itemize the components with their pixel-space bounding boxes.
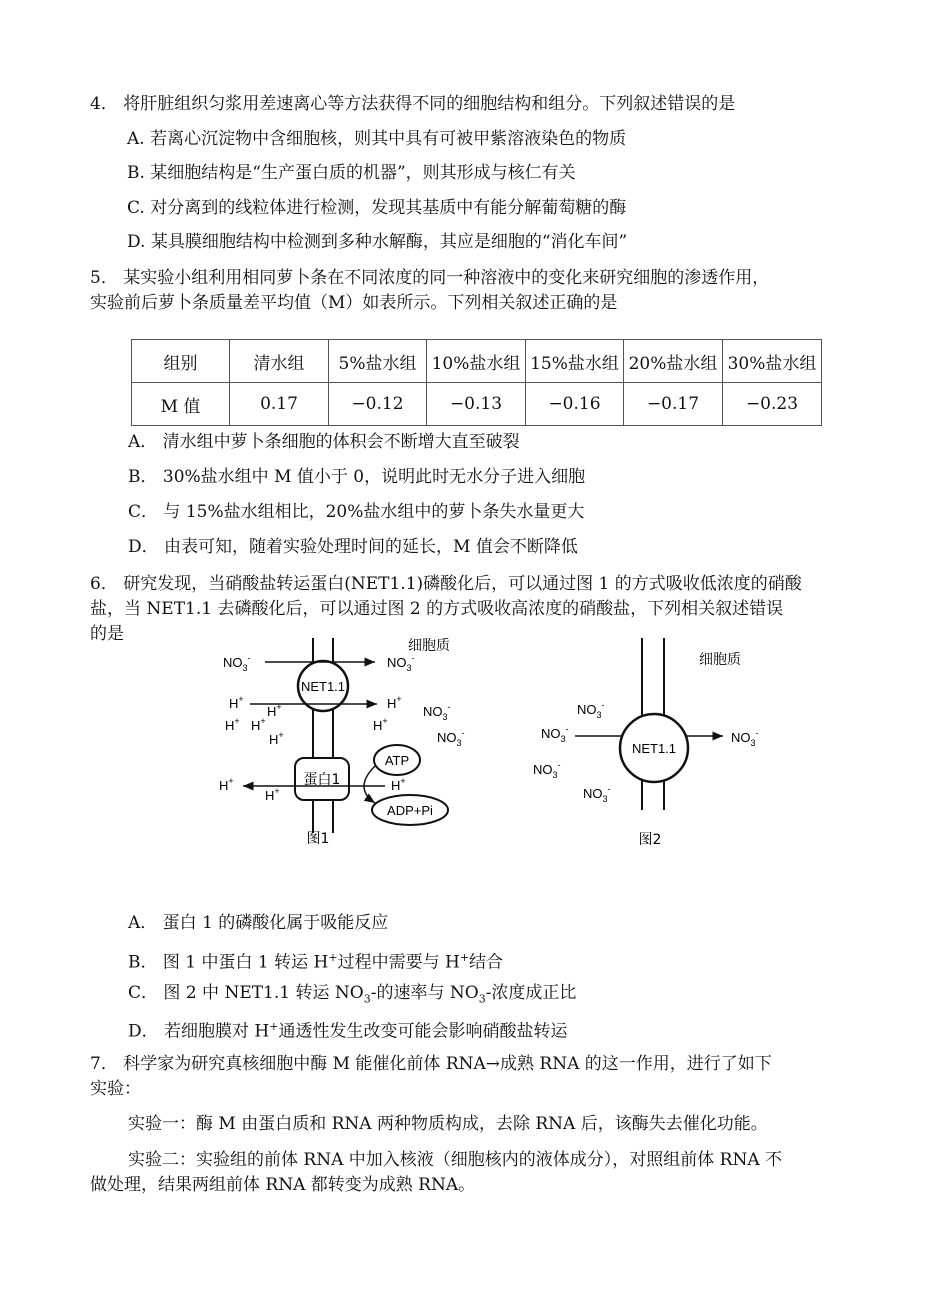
table-cell: M 值 [132,383,230,426]
h-ion-label: H+ [225,716,240,733]
q6-option-a: A． 蛋白 1 的磷酸化属于吸能反应 [128,913,389,933]
table-header-cell: 15%盐水组 [526,340,624,383]
h-ion-label: H+ [269,730,284,747]
net-label-2: NET1.1 [631,741,677,756]
no3-label: $NO_3^-$ [533,760,561,780]
no3-label: $NO_3^-$ [731,728,759,748]
q7-experiment-1: 实验一：酶 M 由蛋白质和 RNA 两种物质构成，去除 RNA 后，该酶失去催化功能。 [128,1114,768,1134]
q7-stem-line1: 7． 科学家为研究真核细胞中酶 M 能催化前体 RNA→成熟 RNA 的这一作用，进行了如下 [90,1054,772,1074]
q7-experiment-2-line2: 做处理，结果两组前体 RNA 都转变为成熟 RNA。 [90,1175,476,1195]
net-label-1: NET1.1 [300,679,346,694]
table-header-cell: 20%盐水组 [624,340,723,383]
q4-option-a: A. 若离心沉淀物中含细胞核，则其中具有可被甲紫溶液染色的物质 [127,129,627,149]
q6-stem-line2: 盐，当 NET1.1 去磷酸化后，可以通过图 2 的方式吸收高浓度的硝酸盐，下列相关叙述错误 [90,599,784,619]
m-value-table [131,339,822,426]
table-header-cell: 组别 [132,340,230,383]
figure-2-caption: 图2 [638,832,662,848]
h-ion-label: H+ [267,702,282,719]
h-ion-label: H+ [387,694,402,711]
no3-label: $NO_3^-$ [437,728,465,748]
table-row [132,383,822,426]
q5-option-c: C． 与 15%盐水组相比，20%盐水组中的萝卜条失水量更大 [128,502,585,522]
q6-stem-line1: 6． 研究发现，当硝酸盐转运蛋白(NET1.1)磷酸化后，可以通过图 1 的方式吸收低浓度的硝酸 [90,574,802,594]
adp-label: ADP+Pi [387,803,433,818]
figure-1-caption: 图1 [306,831,330,847]
q4-stem: 4． 将肝脏组织匀浆用差速离心等方法获得不同的细胞结构和组分。下列叙述错误的是 [90,94,736,114]
q4-option-c: C. 对分离到的线粒体进行检测，发现其基质中有能分解葡萄糖的酶 [127,198,627,218]
q5-option-a: A． 清水组中萝卜条细胞的体积会不断增大直至破裂 [128,432,520,452]
table-cell: −0.12 [329,383,427,426]
figure-2 [525,638,785,853]
no3-label: $NO_3^-$ [387,653,415,673]
q6-stem-line3: 的是 [90,624,124,644]
q7-experiment-2-line1: 实验二：实验组的前体 RNA 中加入核液（细胞核内的液体成分），对照组前体 RNA 不 [128,1150,783,1170]
q5-option-d: D． 由表可知，随着实验处理时间的延长，M 值会不断降低 [128,537,578,557]
no3-label: $NO_3^-$ [577,700,605,720]
no3-label: $NO_3^-$ [541,724,569,744]
q5-stem-line1: 5． 某实验小组利用相同萝卜条在不同浓度的同一种溶液中的变化来研究细胞的渗透作用， [90,268,770,288]
table-header-cell: 10%盐水组 [427,340,526,383]
h-ion-label: H+ [219,776,234,793]
table-cell: 0.17 [230,383,329,426]
q6-option-b: B． 图 1 中蛋白 1 转运 H+过程中需要与 H+结合 [128,951,504,973]
q6-option-d: D． 若细胞膜对 H+通透性发生改变可能会影响硝酸盐转运 [128,1020,568,1042]
q4-option-b: B. 某细胞结构是“生产蛋白质的机器”，则其形成与核仁有关 [127,163,576,183]
no3-label: $NO_3^-$ [583,784,611,804]
h-ion-label: H+ [373,716,388,733]
no3-label: $NO_3^-$ [223,653,251,673]
q7-stem-line2: 实验： [90,1079,141,1099]
table-cell: −0.16 [526,383,624,426]
protein-1-label: 蛋白1 [303,772,341,788]
table-cell: −0.23 [723,383,822,426]
h-ion-label: H+ [251,716,266,733]
q4-option-d: D. 某具膜细胞结构中检测到多种水解酶，其应是细胞的“消化车间” [127,232,628,252]
figure-1 [215,638,495,853]
no3-label: $NO_3^-$ [423,702,451,722]
table-header-cell: 5%盐水组 [329,340,427,383]
table-header-cell: 30%盐水组 [723,340,822,383]
q5-option-b: B． 30%盐水组中 M 值小于 0，说明此时无水分子进入细胞 [128,467,586,487]
h-ion-label: H+ [229,694,244,711]
h-ion-label: H+ [391,776,406,793]
cytoplasm-label-2: 细胞质 [699,652,741,668]
atp-label: ATP [384,753,410,768]
table-header-row [132,340,822,383]
table-cell: −0.17 [624,383,723,426]
table-cell: −0.13 [427,383,526,426]
table-header-cell: 清水组 [230,340,329,383]
h-ion-label: H+ [265,786,280,803]
q5-stem-line2: 实验前后萝卜条质量差平均值（M）如表所示。下列相关叙述正确的是 [90,293,618,313]
cytoplasm-label-1: 细胞质 [408,638,450,654]
q6-option-c: C． 图 2 中 NET1.1 转运 $NO_3-$的速率与 $NO_3-$浓度成正比 [128,983,577,1006]
